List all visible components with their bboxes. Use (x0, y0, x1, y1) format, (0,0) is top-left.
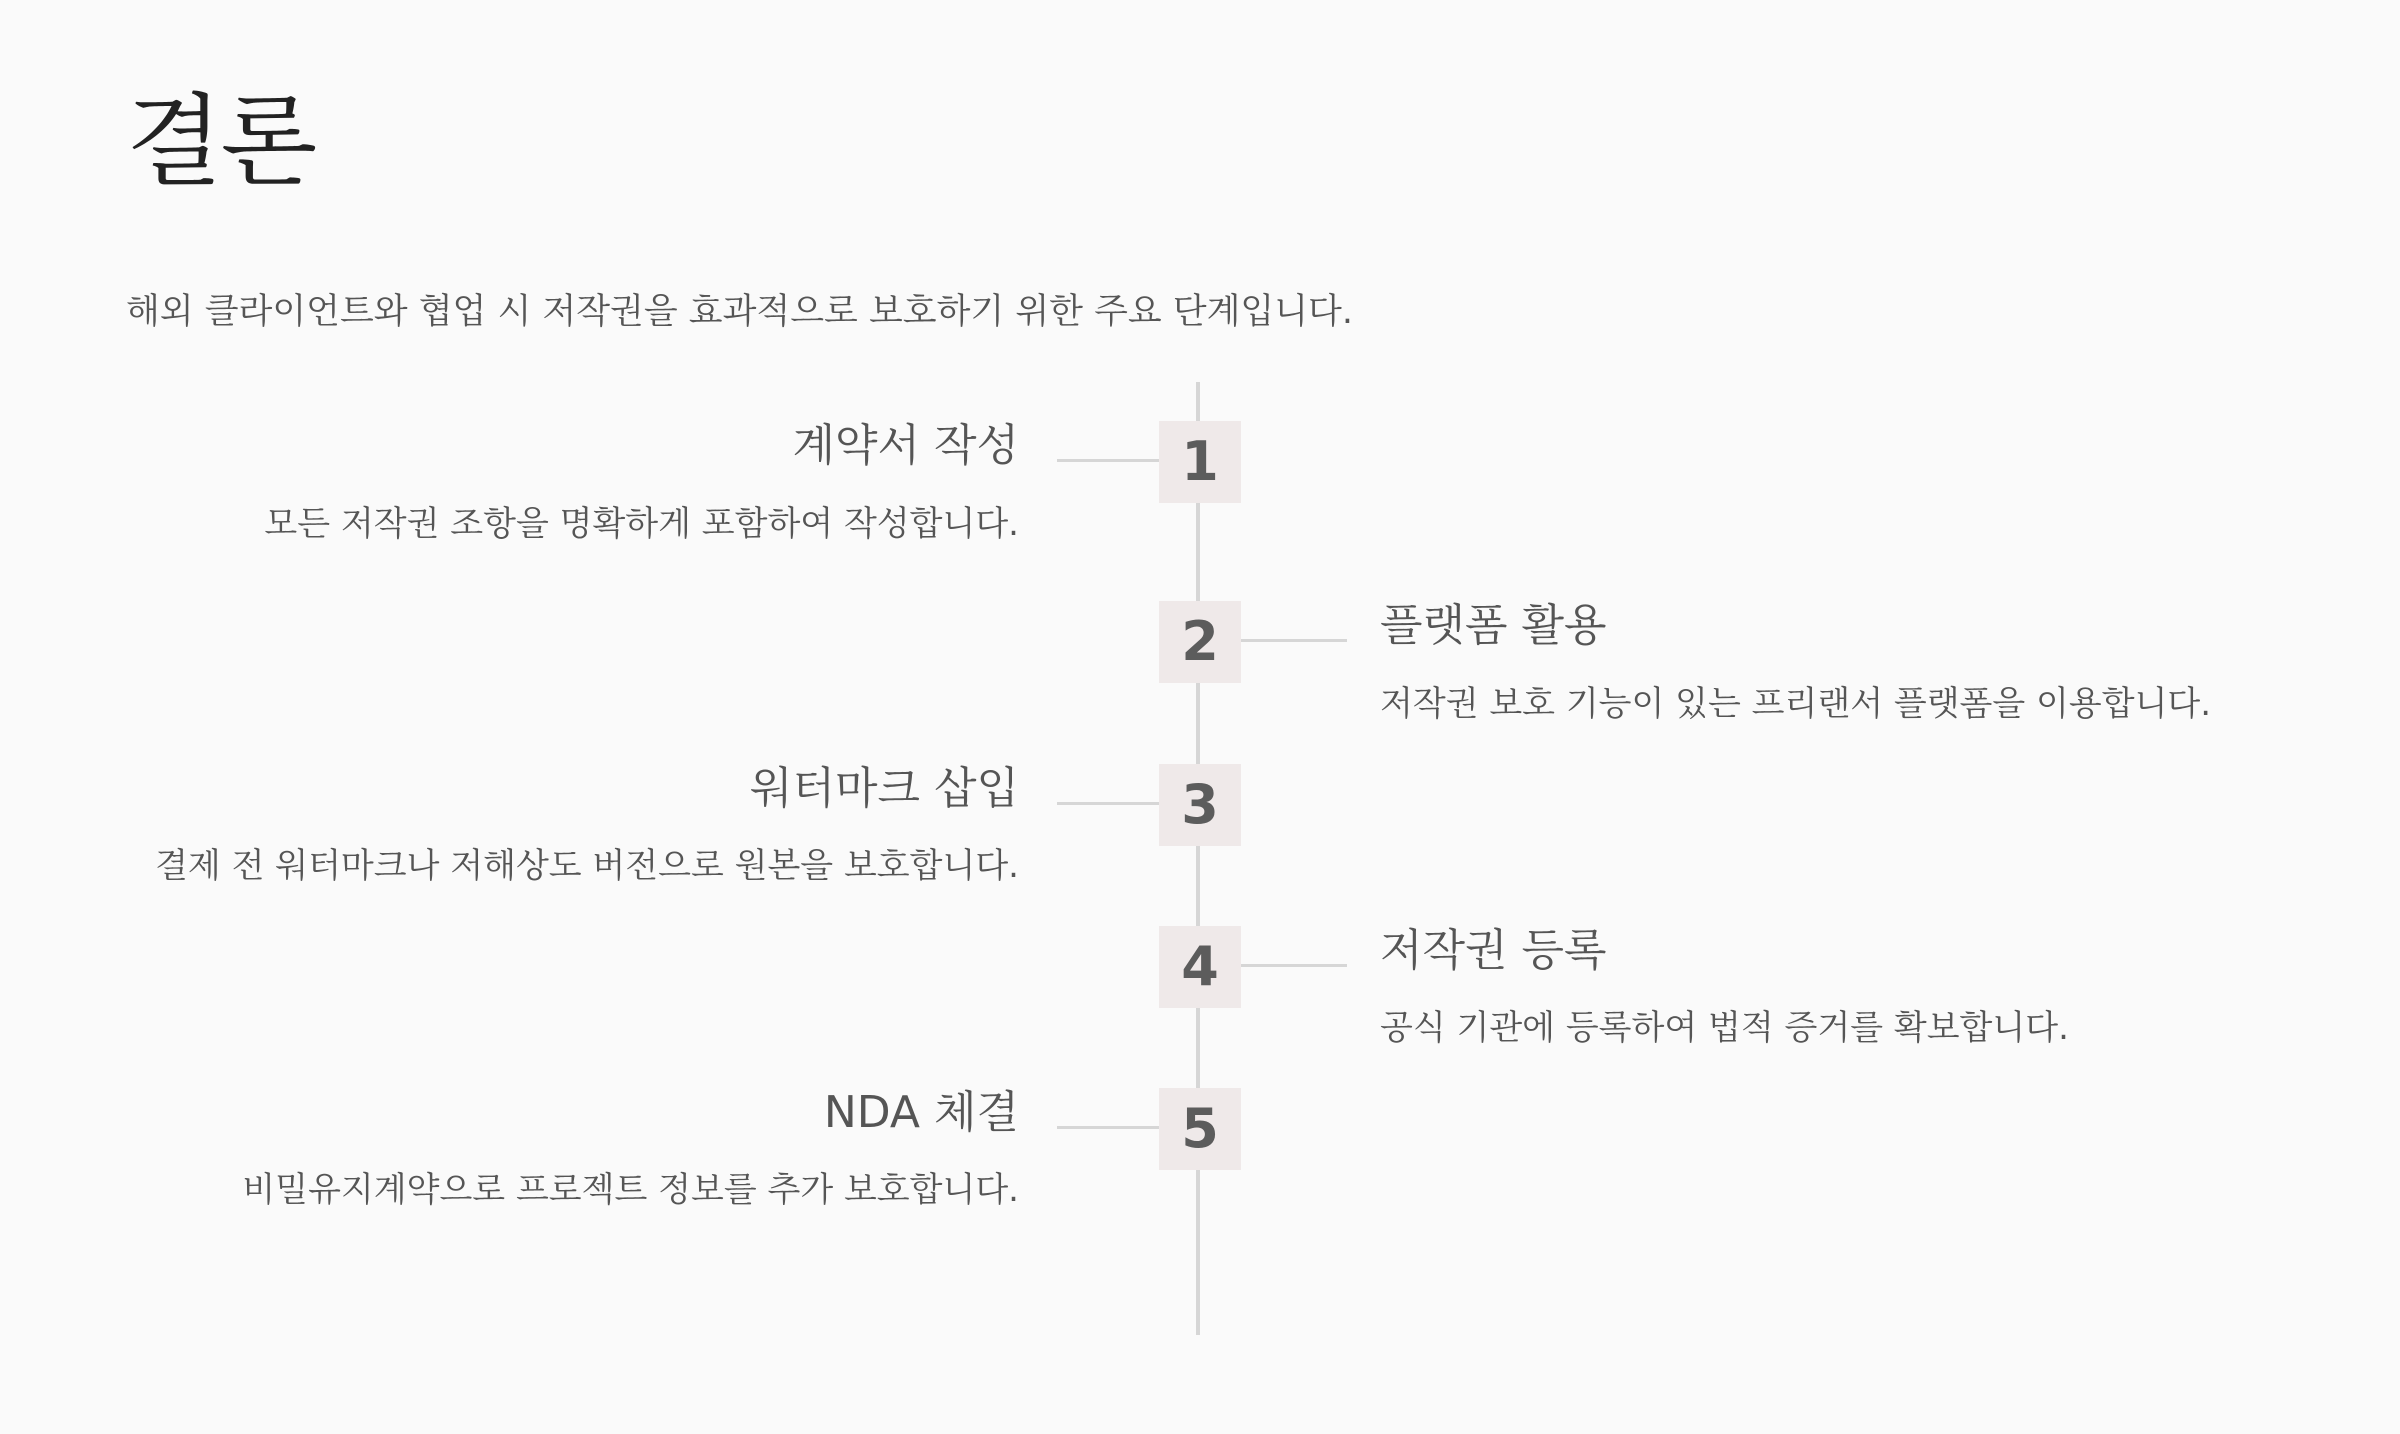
step-4-title: 저작권 등록 (1380, 925, 1607, 976)
step-2-title: 플랫폼 활용 (1380, 600, 1607, 651)
step-4-description: 공식 기관에 등록하여 법적 증거를 확보합니다. (1380, 1008, 2069, 1048)
step-3-number-badge: 3 (1159, 764, 1241, 846)
step-2-connector (1241, 639, 1347, 642)
step-2-description: 저작권 보호 기능이 있는 프리랜서 플랫폼을 이용합니다. (1380, 684, 2212, 724)
step-1-title: 계약서 작성 (792, 420, 1019, 471)
step-3-title: 워터마크 삽입 (749, 763, 1019, 814)
step-5-title: NDA 체결 (823, 1087, 1019, 1138)
timeline-line (1196, 382, 1200, 1335)
page-title: 결론 (126, 83, 316, 200)
step-4-connector (1241, 964, 1347, 967)
step-3-connector (1057, 802, 1163, 805)
step-5-description: 비밀유지계약으로 프로젝트 정보를 추가 보호합니다. (242, 1170, 1019, 1210)
step-5-connector (1057, 1126, 1163, 1129)
step-2-number-badge: 2 (1159, 601, 1241, 683)
step-1-description: 모든 저작권 조항을 명확하게 포함하여 작성합니다. (264, 504, 1019, 544)
step-1-connector (1057, 459, 1163, 462)
step-3-description: 결제 전 워터마크나 저해상도 버전으로 원본을 보호합니다. (155, 846, 1019, 886)
step-5-number-badge: 5 (1159, 1088, 1241, 1170)
step-1-number-badge: 1 (1159, 421, 1241, 503)
step-4-number-badge: 4 (1159, 926, 1241, 1008)
page-subtitle: 해외 클라이언트와 협업 시 저작권을 효과적으로 보호하기 위한 주요 단계입니다. (126, 292, 1353, 332)
